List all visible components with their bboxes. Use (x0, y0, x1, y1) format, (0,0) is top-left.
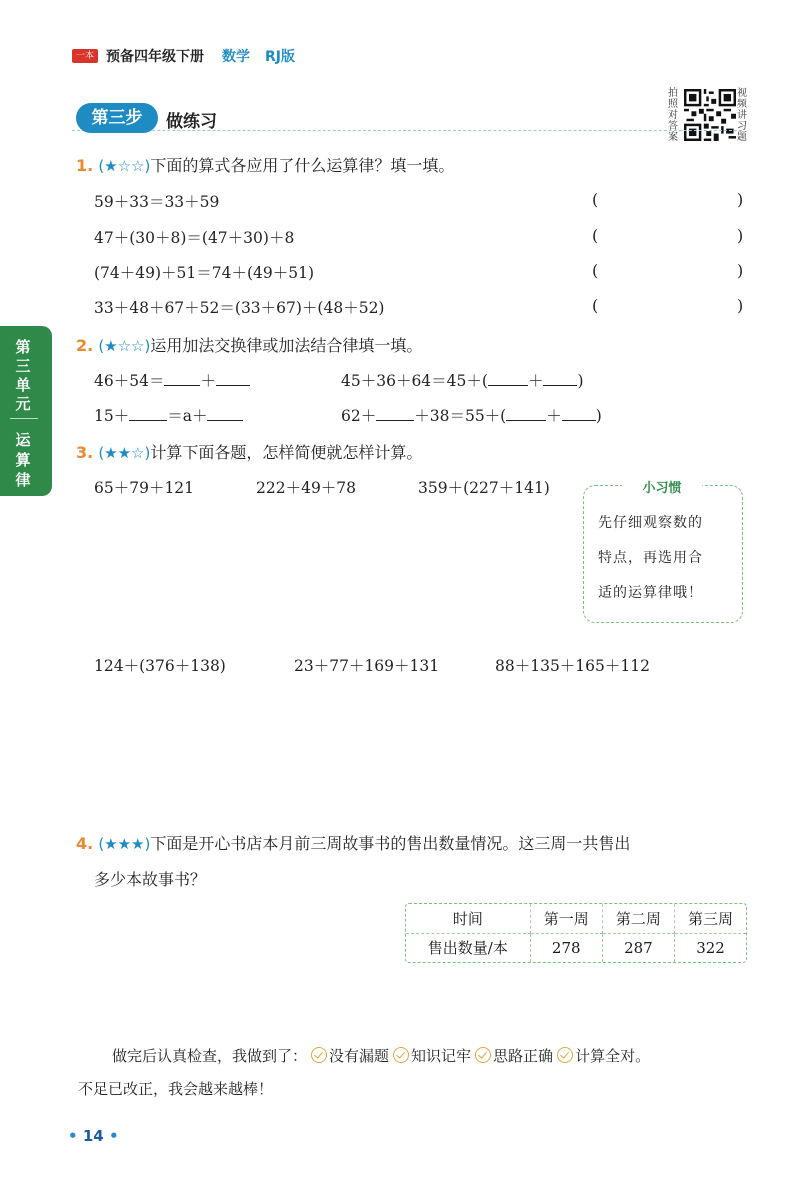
q3-expression: 359＋(227＋141) (418, 479, 550, 497)
question-number: 2. (76, 336, 94, 355)
answer-paren-open: ( (592, 261, 599, 280)
expr-part: ＋38＝55＋( (414, 407, 507, 425)
tip-line: 先仔细观察数的 (598, 515, 703, 531)
question-4-heading (76, 831, 630, 854)
self-check-intro: 做完后认真检查，我做到了： (112, 1047, 308, 1065)
bullet-dot-icon: • (108, 1127, 119, 1145)
question-number: 4. (76, 834, 94, 853)
q1-equation: 47＋(30＋8)＝(47＋30)＋8 (94, 229, 295, 247)
bullet-dot-icon: • (68, 1127, 78, 1145)
check-item: 知识记牢 (411, 1047, 472, 1065)
q3-expression: 65＋79＋121 (94, 479, 195, 497)
answer-paren-close: ) (737, 296, 744, 315)
expr-part: ＋ (546, 407, 562, 425)
q3-expression: 222＋49＋78 (256, 479, 357, 497)
question-text-continued: 多少本故事书？ (94, 870, 207, 889)
tip-line: 特点，再选用合 (598, 550, 703, 566)
q1-equation: (74＋49)＋51＝74＋(49＋51) (94, 264, 315, 282)
expr-part: 45＋36＋64＝45＋( (341, 372, 488, 390)
q1-equation: 59＋33＝33＋59 (94, 193, 220, 211)
table-header: 第三周 (675, 904, 746, 933)
table-cell: 322 (675, 933, 746, 962)
q3-expression: 124＋(376＋138) (94, 657, 226, 675)
q3-expression: 23＋77＋169＋131 (294, 657, 440, 675)
question-1-heading (76, 153, 454, 176)
question-text: 下面的算式各应用了什么运算律？填一填。 (150, 156, 455, 175)
answer-blank[interactable] (506, 406, 546, 421)
answer-paren-close: ) (737, 190, 744, 209)
expr-part: ＝a＋ (167, 407, 208, 425)
q1-equation: 33＋48＋67＋52＝(33＋67)＋(48＋52) (94, 299, 385, 317)
difficulty-stars: (★☆☆) (98, 157, 151, 175)
check-item: 计算全对。 (575, 1047, 651, 1065)
expr-part: 15＋ (94, 407, 130, 425)
self-check-closing: 不足已改正，我会越来越棒！ (78, 1080, 274, 1098)
expr-part: ) (577, 372, 584, 390)
qr-code-icon[interactable] (684, 88, 736, 142)
q2-fill-row (94, 404, 243, 426)
difficulty-stars: (★☆☆) (98, 337, 151, 355)
answer-blank[interactable] (488, 371, 528, 386)
question-number: 3. (76, 443, 94, 462)
check-circle-icon[interactable] (393, 1047, 409, 1063)
sales-table (405, 903, 747, 963)
answer-blank[interactable] (129, 406, 167, 421)
difficulty-stars: (★★☆) (98, 444, 151, 462)
check-circle-icon[interactable] (475, 1047, 491, 1063)
edition-label: RJ版 (265, 49, 295, 65)
table-header: 时间 (406, 904, 530, 933)
page-number (68, 1127, 119, 1145)
expr-part: ＋ (527, 372, 544, 390)
qr-caption-answers: 拍照对答案 (668, 88, 678, 143)
expr-part: ＋ (200, 372, 216, 390)
q2-fill-row (341, 369, 584, 391)
question-3-heading (76, 440, 422, 463)
q2-fill-row (94, 369, 250, 391)
question-text: 运用加法交换律或加法结合律填一填。 (150, 336, 423, 355)
check-circle-icon[interactable] (311, 1047, 327, 1063)
expr-part: 62＋ (341, 407, 377, 425)
tip-line: 适的运算律哦！ (598, 585, 703, 601)
step-badge: 第三步 (76, 103, 158, 133)
q3-expression: 88＋135＋165＋112 (495, 657, 650, 675)
table-header: 第二周 (602, 904, 674, 933)
answer-blank[interactable] (216, 371, 250, 386)
qr-caption-video: 视频讲习题 (737, 88, 747, 143)
side-tab-unit: 第三单元 (15, 338, 31, 413)
side-tab-divider (10, 418, 38, 419)
expr-part: ) (595, 407, 602, 425)
side-tab-topic: 运算律 (15, 431, 31, 489)
step-title: 做练习 (166, 112, 217, 132)
self-check-line (112, 1045, 650, 1066)
expr-part: 46＋54＝ (94, 372, 165, 390)
subject-label: 数学 (222, 49, 250, 65)
q2-fill-row (341, 404, 602, 426)
answer-paren-close: ) (737, 261, 744, 280)
check-item: 思路正确 (493, 1047, 554, 1065)
question-2-heading (76, 333, 422, 356)
table-cell: 287 (602, 933, 674, 962)
table-header: 第一周 (530, 904, 602, 933)
answer-paren-open: ( (592, 226, 599, 245)
check-item: 没有漏题 (329, 1047, 390, 1065)
table-cell: 278 (530, 933, 602, 962)
page-number-value: 14 (82, 1127, 104, 1145)
question-text: 计算下面各题，怎样简便就怎样计算。 (150, 443, 423, 462)
book-title: 预备四年级下册 (106, 49, 204, 65)
question-text: 下面是开心书店本月前三周故事书的售出数量情况。这三周一共售出 (150, 834, 631, 853)
answer-paren-open: ( (592, 296, 599, 315)
answer-blank[interactable] (543, 371, 577, 386)
difficulty-stars: (★★★) (98, 835, 151, 853)
table-row-label: 售出数量/本 (406, 933, 530, 962)
answer-blank[interactable] (562, 406, 596, 421)
answer-paren-open: ( (592, 190, 599, 209)
check-circle-icon[interactable] (557, 1047, 573, 1063)
answer-blank[interactable] (376, 406, 414, 421)
question-number: 1. (76, 156, 94, 175)
answer-blank[interactable] (164, 371, 200, 386)
answer-blank[interactable] (207, 406, 243, 421)
tip-title: 小习惯 (622, 477, 702, 496)
answer-paren-close: ) (737, 226, 744, 245)
brand-logo: 一本 (72, 49, 98, 63)
